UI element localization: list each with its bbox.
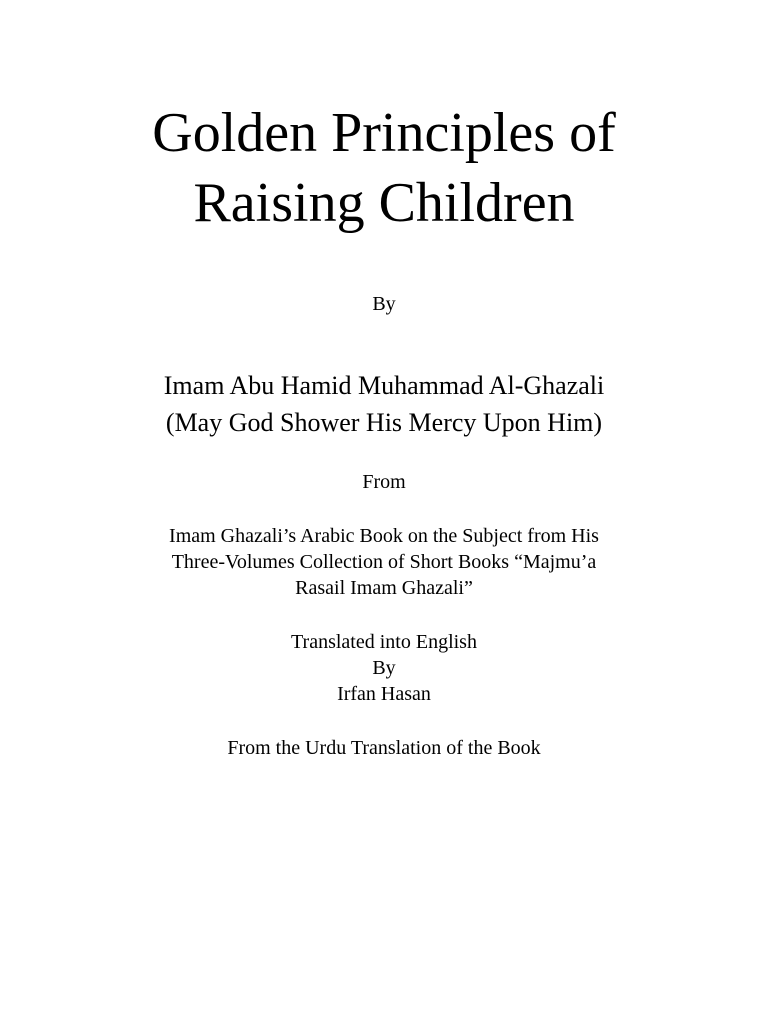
source-note: From the Urdu Translation of the Book bbox=[227, 737, 541, 759]
translator-by-label: By bbox=[372, 657, 396, 679]
translator-name: Irfan Hasan bbox=[337, 683, 431, 705]
description-line-3: Rasail Imam Ghazali” bbox=[295, 577, 473, 599]
translation-note: Translated into English bbox=[291, 631, 477, 653]
book-title-line-1: Golden Principles of bbox=[152, 102, 616, 164]
from-label: From bbox=[362, 471, 406, 493]
description-line-1: Imam Ghazali’s Arabic Book on the Subject from His bbox=[169, 525, 599, 547]
description-line-2: Three-Volumes Collection of Short Books “Majmu’a bbox=[171, 551, 597, 573]
by-label: By bbox=[372, 293, 396, 315]
book-title-line-2: Raising Children bbox=[193, 172, 575, 234]
author-honorific: (May God Shower His Mercy Upon Him) bbox=[165, 408, 603, 437]
author-name: Imam Abu Hamid Muhammad Al-Ghazali bbox=[163, 371, 605, 400]
